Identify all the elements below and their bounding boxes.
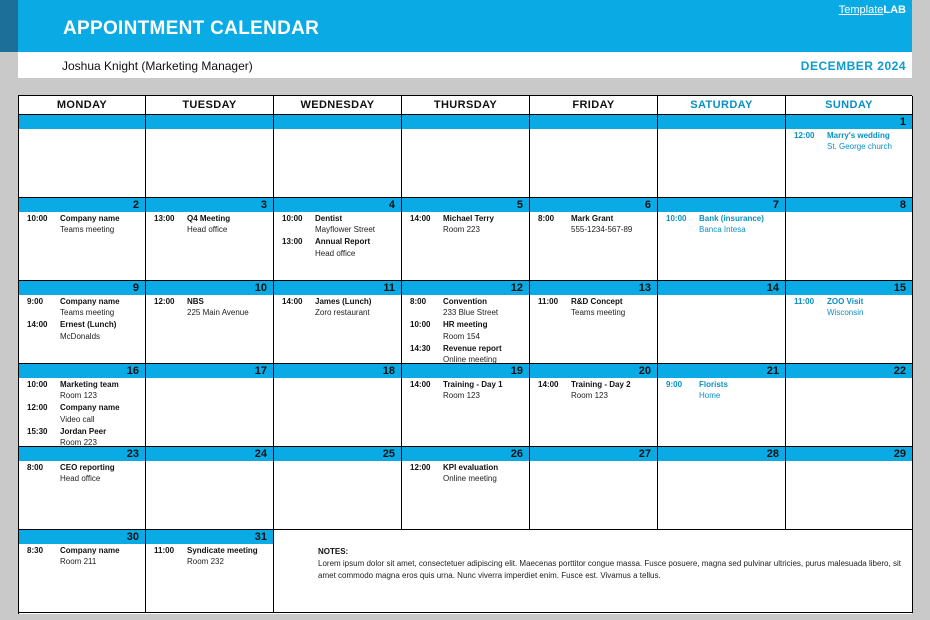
appointment-details xyxy=(315,296,371,318)
day-number xyxy=(402,115,529,129)
appointment-details xyxy=(187,296,249,318)
appointment-location: Online meeting xyxy=(443,355,497,365)
appointment-title: Marry's wedding xyxy=(827,131,890,140)
appointment-details xyxy=(60,462,115,484)
appointment-title: Revenue report xyxy=(443,343,502,353)
appointment-location: McDonalds xyxy=(60,331,101,341)
appointment[interactable] xyxy=(402,319,529,341)
appointment-details xyxy=(571,213,632,235)
appointment-title: James (Lunch) xyxy=(315,297,372,306)
appointment-location: 225 Main Avenue xyxy=(187,308,249,318)
day-cell xyxy=(786,447,913,530)
appointment-location: 233 Blue Street xyxy=(443,308,499,318)
appointment-location: Room 123 xyxy=(443,391,480,401)
appointment-time: 14:00 xyxy=(538,380,559,389)
day-cell xyxy=(146,447,274,530)
day-header-saturday: SATURDAY xyxy=(658,96,786,115)
day-number xyxy=(19,115,145,129)
day-number: 23 xyxy=(19,447,145,461)
calendar-grid xyxy=(18,95,912,614)
appointment-title: Company name xyxy=(60,297,120,306)
appointment-location: Head office xyxy=(315,248,356,258)
day-number: 3 xyxy=(146,198,273,212)
appointment[interactable] xyxy=(402,213,529,235)
empty-day-cell xyxy=(19,115,146,198)
appointment-details xyxy=(60,296,120,318)
day-number: 13 xyxy=(530,281,657,295)
appointment-time: 14:30 xyxy=(410,343,431,353)
appointment-location: Video call xyxy=(60,414,95,424)
appointment-location: St. George church xyxy=(827,142,892,152)
appointment-details xyxy=(187,545,258,567)
appointment-time: 11:00 xyxy=(154,546,175,555)
day-cell xyxy=(146,281,274,364)
day-header-sunday: SUNDAY xyxy=(786,96,913,115)
appointment[interactable] xyxy=(786,296,912,318)
empty-day-cell xyxy=(146,115,274,198)
appointment-title: Training - Day 2 xyxy=(571,380,631,389)
day-number: 6 xyxy=(530,198,657,212)
appointment-details xyxy=(60,402,120,424)
appointment-title: Training - Day 1 xyxy=(443,380,503,389)
appointment-time: 13:00 xyxy=(282,237,303,247)
day-number: 28 xyxy=(658,447,785,461)
appointment[interactable] xyxy=(19,319,145,341)
logo-suffix: LAB xyxy=(883,4,906,16)
day-number: 24 xyxy=(146,447,273,461)
templatelab-logo xyxy=(839,4,906,16)
appointment[interactable] xyxy=(274,296,401,318)
appointment[interactable] xyxy=(530,296,657,318)
day-header-tuesday: TUESDAY xyxy=(146,96,274,115)
day-cell xyxy=(402,281,530,364)
notes-section xyxy=(274,530,913,613)
appointment-time: 10:00 xyxy=(27,380,48,389)
appointment-location: Mayflower Street xyxy=(315,225,376,235)
appointment-time: 10:00 xyxy=(27,214,48,223)
appointment-location: Teams meeting xyxy=(60,225,115,235)
day-number: 31 xyxy=(146,530,273,544)
day-number: 16 xyxy=(19,364,145,378)
appointment-location: Room 154 xyxy=(443,331,480,341)
appointment-location: 555-1234-567-89 xyxy=(571,225,633,235)
day-cell xyxy=(402,447,530,530)
notes-text: Lorem ipsum dolor sit amet, consectetuer adipiscing elit. Maecenas porttitor congue massa. Fusce posuere, magna sed pulvinar ultricies, purus malesuada libero, sit amet commodo magna eros quis urna. Nunc viverra imperdiet enim. Fusce est. Vivamus a tellus. xyxy=(318,559,901,580)
appointment-location: Online meeting xyxy=(443,474,497,484)
day-number xyxy=(530,115,657,129)
day-cell xyxy=(658,364,786,447)
day-cell xyxy=(146,198,274,281)
day-number: 22 xyxy=(786,364,912,378)
appointment-location: Teams meeting xyxy=(60,308,115,318)
day-cell xyxy=(274,281,402,364)
appointment-title: Company name xyxy=(60,546,120,555)
appointment-details xyxy=(699,379,728,401)
day-cell xyxy=(19,198,146,281)
appointment-title: Dentist xyxy=(315,214,343,223)
appointment-title: KPI evaluation xyxy=(443,463,499,472)
day-cell xyxy=(402,364,530,447)
appointment-time: 13:00 xyxy=(154,214,175,223)
day-cell xyxy=(530,364,658,447)
appointment-location: Room 232 xyxy=(187,557,224,567)
appointment[interactable] xyxy=(19,379,145,401)
day-cell xyxy=(402,198,530,281)
page-title: APPOINTMENT CALENDAR xyxy=(63,18,320,39)
day-number: 9 xyxy=(19,281,145,295)
appointment-title: Syndicate meeting xyxy=(187,546,258,555)
appointment-location: Room 211 xyxy=(60,557,97,567)
appointment[interactable] xyxy=(19,426,145,448)
day-number: 15 xyxy=(786,281,912,295)
appointment-title: CEO reporting xyxy=(60,463,115,472)
day-number xyxy=(146,115,273,129)
appointment-details xyxy=(443,379,503,401)
appointment-time: 10:00 xyxy=(282,214,303,223)
appointment-details xyxy=(315,213,375,235)
appointment-location: Teams meeting xyxy=(571,308,626,318)
appointment-title: Ernest (Lunch) xyxy=(60,320,117,330)
day-cell xyxy=(19,530,146,613)
day-number: 20 xyxy=(530,364,657,378)
appointment[interactable] xyxy=(530,379,657,401)
appointment[interactable] xyxy=(658,213,785,235)
appointment[interactable] xyxy=(402,296,529,318)
appointment[interactable] xyxy=(402,462,529,484)
appointment[interactable] xyxy=(19,213,145,235)
appointment[interactable] xyxy=(19,545,145,567)
appointment[interactable] xyxy=(402,379,529,401)
appointment-title: Bank (insurance) xyxy=(699,214,764,223)
day-cell xyxy=(530,447,658,530)
appointment-time: 11:00 xyxy=(794,297,815,306)
appointment-title: Marketing team xyxy=(60,380,119,389)
appointment-title: Jordan Peer xyxy=(60,426,107,436)
appointment-time: 14:00 xyxy=(410,214,431,223)
day-cell xyxy=(146,530,274,613)
appointment-time: 10:00 xyxy=(410,320,431,330)
appointment[interactable] xyxy=(658,379,785,401)
appointment-title: HR meeting xyxy=(443,320,488,330)
appointment-details xyxy=(443,343,502,365)
appointment-details xyxy=(827,296,863,318)
day-number: 8 xyxy=(786,198,912,212)
day-number: 27 xyxy=(530,447,657,461)
day-number: 7 xyxy=(658,198,785,212)
appointment-location: Wisconsin xyxy=(827,308,864,318)
appointment-title: ZOO Visit xyxy=(827,297,864,306)
day-number: 25 xyxy=(274,447,401,461)
appointment[interactable] xyxy=(274,213,401,235)
day-number: 14 xyxy=(658,281,785,295)
day-number xyxy=(658,115,785,129)
appointment-time: 8:00 xyxy=(27,463,44,472)
header-left-strip xyxy=(0,0,18,52)
appointment-location: Zoro restaurant xyxy=(315,308,370,318)
empty-day-cell xyxy=(530,115,658,198)
appointment-details xyxy=(60,426,106,448)
day-number: 2 xyxy=(19,198,145,212)
day-header-wednesday: WEDNESDAY xyxy=(274,96,402,115)
month-label: DECEMBER 2024 xyxy=(800,59,906,73)
appointment-details xyxy=(699,213,764,235)
appointment[interactable] xyxy=(786,130,912,152)
logo-prefix: Template xyxy=(838,4,884,16)
appointment-location: Banca Intesa xyxy=(699,225,746,235)
appointment-title: Q4 Meeting xyxy=(187,214,231,223)
notes-heading: NOTES: xyxy=(318,547,349,556)
appointment-details xyxy=(187,213,230,235)
day-cell xyxy=(19,281,146,364)
day-cell xyxy=(530,198,658,281)
appointment-title: Florists xyxy=(699,380,728,389)
header-banner xyxy=(18,0,912,52)
day-header-monday: MONDAY xyxy=(19,96,146,115)
appointment-title: Annual Report xyxy=(315,237,371,247)
appointment-time: 15:30 xyxy=(27,426,48,436)
appointment-details xyxy=(827,130,892,152)
person-name: Joshua Knight (Marketing Manager) xyxy=(62,59,253,73)
appointment-details xyxy=(60,213,120,235)
day-header-friday: FRIDAY xyxy=(530,96,658,115)
day-number: 5 xyxy=(402,198,529,212)
appointment-details xyxy=(443,462,498,484)
day-cell xyxy=(274,447,402,530)
empty-day-cell xyxy=(658,115,786,198)
appointment-details xyxy=(443,319,487,341)
day-cell xyxy=(786,115,913,198)
appointment-time: 12:00 xyxy=(794,131,815,140)
appointment-title: NBS xyxy=(187,297,204,306)
appointment-time: 9:00 xyxy=(27,297,44,306)
day-number: 4 xyxy=(274,198,401,212)
appointment[interactable] xyxy=(402,343,529,365)
appointment-time: 8:00 xyxy=(410,297,427,306)
appointment-title: Company name xyxy=(60,214,120,223)
day-number: 26 xyxy=(402,447,529,461)
appointment-location: Room 223 xyxy=(443,225,480,235)
day-cell xyxy=(146,364,274,447)
appointment-location: Room 123 xyxy=(571,391,608,401)
day-cell xyxy=(19,364,146,447)
appointment-details xyxy=(571,379,631,401)
appointment[interactable] xyxy=(146,296,273,318)
day-number: 11 xyxy=(274,281,401,295)
appointment-time: 8:00 xyxy=(538,214,555,223)
day-number: 12 xyxy=(402,281,529,295)
appointment[interactable] xyxy=(19,462,145,484)
appointment-location: Room 123 xyxy=(60,391,97,401)
appointment-time: 14:00 xyxy=(27,320,48,330)
appointment-location: Head office xyxy=(60,474,101,484)
day-number xyxy=(274,115,401,129)
appointment-time: 8:30 xyxy=(27,546,44,555)
day-number: 30 xyxy=(19,530,145,544)
empty-day-cell xyxy=(274,115,402,198)
day-number: 19 xyxy=(402,364,529,378)
appointment-title: Mark Grant xyxy=(571,214,614,223)
day-number: 10 xyxy=(146,281,273,295)
subheader-bar xyxy=(18,52,912,78)
day-cell xyxy=(274,198,402,281)
day-cell xyxy=(530,281,658,364)
appointment-title: Company name xyxy=(60,403,120,413)
appointment[interactable] xyxy=(274,236,401,258)
appointment[interactable] xyxy=(19,296,145,318)
appointment-details xyxy=(60,319,116,341)
appointment-details xyxy=(443,213,494,235)
appointment-time: 14:00 xyxy=(282,297,303,306)
appointment-location: Room 223 xyxy=(60,438,97,448)
appointment-details xyxy=(315,236,370,258)
appointment[interactable] xyxy=(530,213,657,235)
day-header-thursday: THURSDAY xyxy=(402,96,530,115)
appointment-details xyxy=(60,379,119,401)
appointment-details xyxy=(571,296,625,318)
appointment-location: Head office xyxy=(187,225,228,235)
appointment-title: Convention xyxy=(443,297,487,306)
appointment-time: 9:00 xyxy=(666,380,683,389)
day-cell xyxy=(786,198,913,281)
day-cell xyxy=(786,364,913,447)
appointment-title: R&D Concept xyxy=(571,297,623,306)
day-cell xyxy=(658,281,786,364)
appointment-time: 12:00 xyxy=(27,403,48,413)
appointment-time: 10:00 xyxy=(666,214,687,223)
appointment-location: Home xyxy=(699,391,721,401)
day-cell xyxy=(786,281,913,364)
appointment[interactable] xyxy=(146,213,273,235)
day-cell xyxy=(658,198,786,281)
empty-day-cell xyxy=(402,115,530,198)
day-cell xyxy=(19,447,146,530)
appointment-time: 12:00 xyxy=(410,463,431,472)
day-number: 18 xyxy=(274,364,401,378)
day-number: 17 xyxy=(146,364,273,378)
appointment-time: 11:00 xyxy=(538,297,559,306)
appointment[interactable] xyxy=(146,545,273,567)
day-cell xyxy=(658,447,786,530)
appointment[interactable] xyxy=(19,402,145,424)
day-number: 29 xyxy=(786,447,912,461)
day-number: 1 xyxy=(786,115,912,129)
appointment-details xyxy=(443,296,498,318)
day-number: 21 xyxy=(658,364,785,378)
appointment-time: 14:00 xyxy=(410,380,431,389)
day-cell xyxy=(274,364,402,447)
appointment-details xyxy=(60,545,120,567)
appointment-time: 12:00 xyxy=(154,297,175,306)
appointment-title: Michael Terry xyxy=(443,214,494,223)
